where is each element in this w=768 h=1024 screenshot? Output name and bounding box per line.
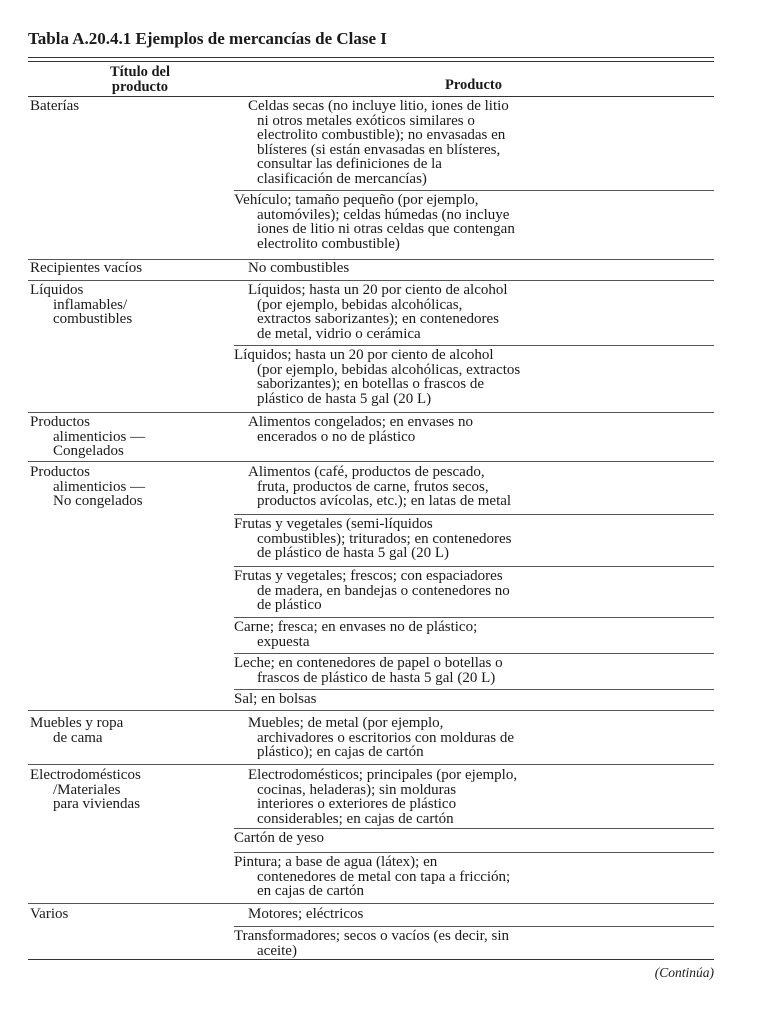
category-cell xyxy=(30,768,225,812)
category-line: alimenticios — xyxy=(53,428,146,445)
product-line: contenedores de metal con tapa a fricción; xyxy=(257,868,511,885)
header-rule xyxy=(28,96,714,97)
product-divider xyxy=(234,653,714,654)
product-line: ni otros metales exóticos similares o xyxy=(257,112,475,129)
product-line: No combustibles xyxy=(248,260,350,276)
category-line: Productos xyxy=(30,464,90,480)
table-title: Tabla A.20.4.1 Ejemplos de mercancías de Clase I xyxy=(28,29,387,48)
product-divider xyxy=(234,852,714,853)
category-line: Recipientes vacíos xyxy=(30,260,143,276)
category-cell xyxy=(30,415,225,459)
product-cell xyxy=(234,656,714,685)
product-line: Celdas secas (no incluye litio, iones de litio xyxy=(248,98,509,114)
product-line: iones de litio ni otras celdas que contengan xyxy=(257,221,515,238)
category-line: combustibles xyxy=(53,311,133,328)
product-line: Leche; en contenedores de papel o botellas o xyxy=(234,655,503,671)
product-divider xyxy=(234,566,714,567)
group-divider xyxy=(28,710,714,711)
product-cell xyxy=(234,569,714,613)
product-divider xyxy=(234,689,714,690)
product-line: expuesta xyxy=(257,633,310,650)
category-cell xyxy=(30,261,225,276)
group-divider xyxy=(28,461,714,462)
product-line: electrolito combustible) xyxy=(257,235,400,252)
product-line: clasificación de mercancías) xyxy=(257,170,427,187)
product-cell xyxy=(234,348,714,406)
table-header xyxy=(28,62,714,96)
product-divider xyxy=(234,190,714,191)
category-line: para viviendas xyxy=(53,796,141,813)
product-cell xyxy=(234,517,714,561)
product-line: de metal, vidrio o cerámica xyxy=(257,325,421,342)
product-line: Pintura; a base de agua (látex); en xyxy=(234,854,438,870)
category-line: Varios xyxy=(30,906,69,922)
product-cell xyxy=(234,99,714,187)
category-cell xyxy=(30,465,225,509)
group-divider xyxy=(28,280,714,281)
product-line: aceite) xyxy=(257,942,297,959)
product-cell xyxy=(234,831,714,846)
product-line: plástico); en cajas de cartón xyxy=(257,744,424,761)
product-cell xyxy=(234,620,714,649)
category-line: alimenticios — xyxy=(53,478,146,495)
category-line: Líquidos xyxy=(30,282,84,298)
category-line: Muebles y ropa xyxy=(30,715,124,731)
top-rule xyxy=(28,57,714,58)
product-line: Líquidos; hasta un 20 por ciento de alcohol xyxy=(234,347,494,363)
product-line: (por ejemplo, bebidas alcohólicas, extractos xyxy=(257,361,521,378)
product-line: de plástico xyxy=(257,597,322,614)
product-cell xyxy=(234,907,714,922)
category-cell xyxy=(30,283,225,327)
category-cell xyxy=(30,907,225,922)
header-product: Producto xyxy=(445,77,502,93)
product-line: encerados o no de plástico xyxy=(257,428,416,445)
product-line: Cartón de yeso xyxy=(234,830,324,846)
category-line: No congelados xyxy=(53,493,143,510)
product-line: Carne; fresca; en envases no de plástico; xyxy=(234,619,478,635)
product-line: (por ejemplo, bebidas alcohólicas, xyxy=(257,296,463,313)
header-product-title: Título del producto xyxy=(109,64,171,95)
product-line: en cajas de cartón xyxy=(257,883,365,900)
category-line: inflamables/ xyxy=(53,296,128,313)
product-line: Líquidos; hasta un 20 por ciento de alcohol xyxy=(248,282,508,298)
product-line: combustibles); triturados; en contenedores xyxy=(257,530,512,547)
product-cell xyxy=(234,768,714,826)
bottom-rule xyxy=(28,959,714,960)
product-line: Frutas y vegetales (semi-líquidos xyxy=(234,516,433,532)
product-line: saborizantes); en botellas o frascos de xyxy=(257,376,484,393)
product-line: de plástico de hasta 5 gal (20 L) xyxy=(257,545,450,562)
product-cell xyxy=(234,929,714,958)
category-line: Electrodomésticos xyxy=(30,767,141,783)
category-line: /Materiales xyxy=(53,781,121,798)
group-divider xyxy=(28,903,714,904)
product-line: plástico de hasta 5 gal (20 L) xyxy=(257,390,432,407)
product-line: Motores; eléctricos xyxy=(248,906,364,922)
product-line: Sal; en bolsas xyxy=(234,691,317,707)
product-line: blísteres (si están envasadas en blísteres, xyxy=(257,141,501,158)
category-line: Productos xyxy=(30,414,90,430)
product-line: cocinas, heladeras); sin molduras xyxy=(257,781,457,798)
product-divider xyxy=(234,617,714,618)
product-line: Transformadores; secos o vacíos (es decir, sin xyxy=(234,928,510,944)
category-line: Baterías xyxy=(30,98,80,114)
product-line: interiores o exteriores de plástico xyxy=(257,796,457,813)
product-line: extractos saborizantes); en contenedores xyxy=(257,311,499,328)
category-line: Congelados xyxy=(53,443,124,460)
product-line: archivadores o escritorios con molduras de xyxy=(257,729,514,746)
product-cell xyxy=(234,855,714,899)
category-cell xyxy=(30,716,225,745)
product-divider xyxy=(234,345,714,346)
product-cell xyxy=(234,193,714,251)
product-line: Vehículo; tamaño pequeño (por ejemplo, xyxy=(234,192,479,208)
product-cell xyxy=(234,465,714,509)
category-line: de cama xyxy=(53,729,103,746)
product-divider xyxy=(234,514,714,515)
product-line: electrolito combustible); no envasadas en xyxy=(257,127,506,144)
product-line: fruta, productos de carne, frutos secos, xyxy=(257,478,489,495)
group-divider xyxy=(28,412,714,413)
product-cell xyxy=(234,261,714,276)
product-line: automóviles); celdas húmedas (no incluye xyxy=(257,206,510,223)
product-line: Muebles; de metal (por ejemplo, xyxy=(248,715,444,731)
product-line: Electrodomésticos; principales (por ejemplo, xyxy=(248,767,518,783)
product-line: Alimentos congelados; en envases no xyxy=(248,414,473,430)
product-line: considerables; en cajas de cartón xyxy=(257,810,454,827)
continues-note: (Continúa) xyxy=(654,965,714,980)
product-cell xyxy=(234,716,714,760)
product-line: productos avícolas, etc.); en latas de metal xyxy=(257,493,512,510)
product-line: Alimentos (café, productos de pescado, xyxy=(248,464,485,480)
product-cell xyxy=(234,692,714,707)
product-cell xyxy=(234,415,714,444)
category-cell xyxy=(30,99,225,114)
product-cell xyxy=(234,283,714,341)
group-divider xyxy=(28,764,714,765)
product-line: frascos de plástico de hasta 5 gal (20 L) xyxy=(257,669,496,686)
product-divider xyxy=(234,926,714,927)
product-line: Frutas y vegetales; frescos; con espaciadores xyxy=(234,568,503,584)
product-divider xyxy=(234,828,714,829)
product-line: consultar las definiciones de la xyxy=(257,156,442,173)
product-line: de madera, en bandejas o contenedores no xyxy=(257,582,510,599)
